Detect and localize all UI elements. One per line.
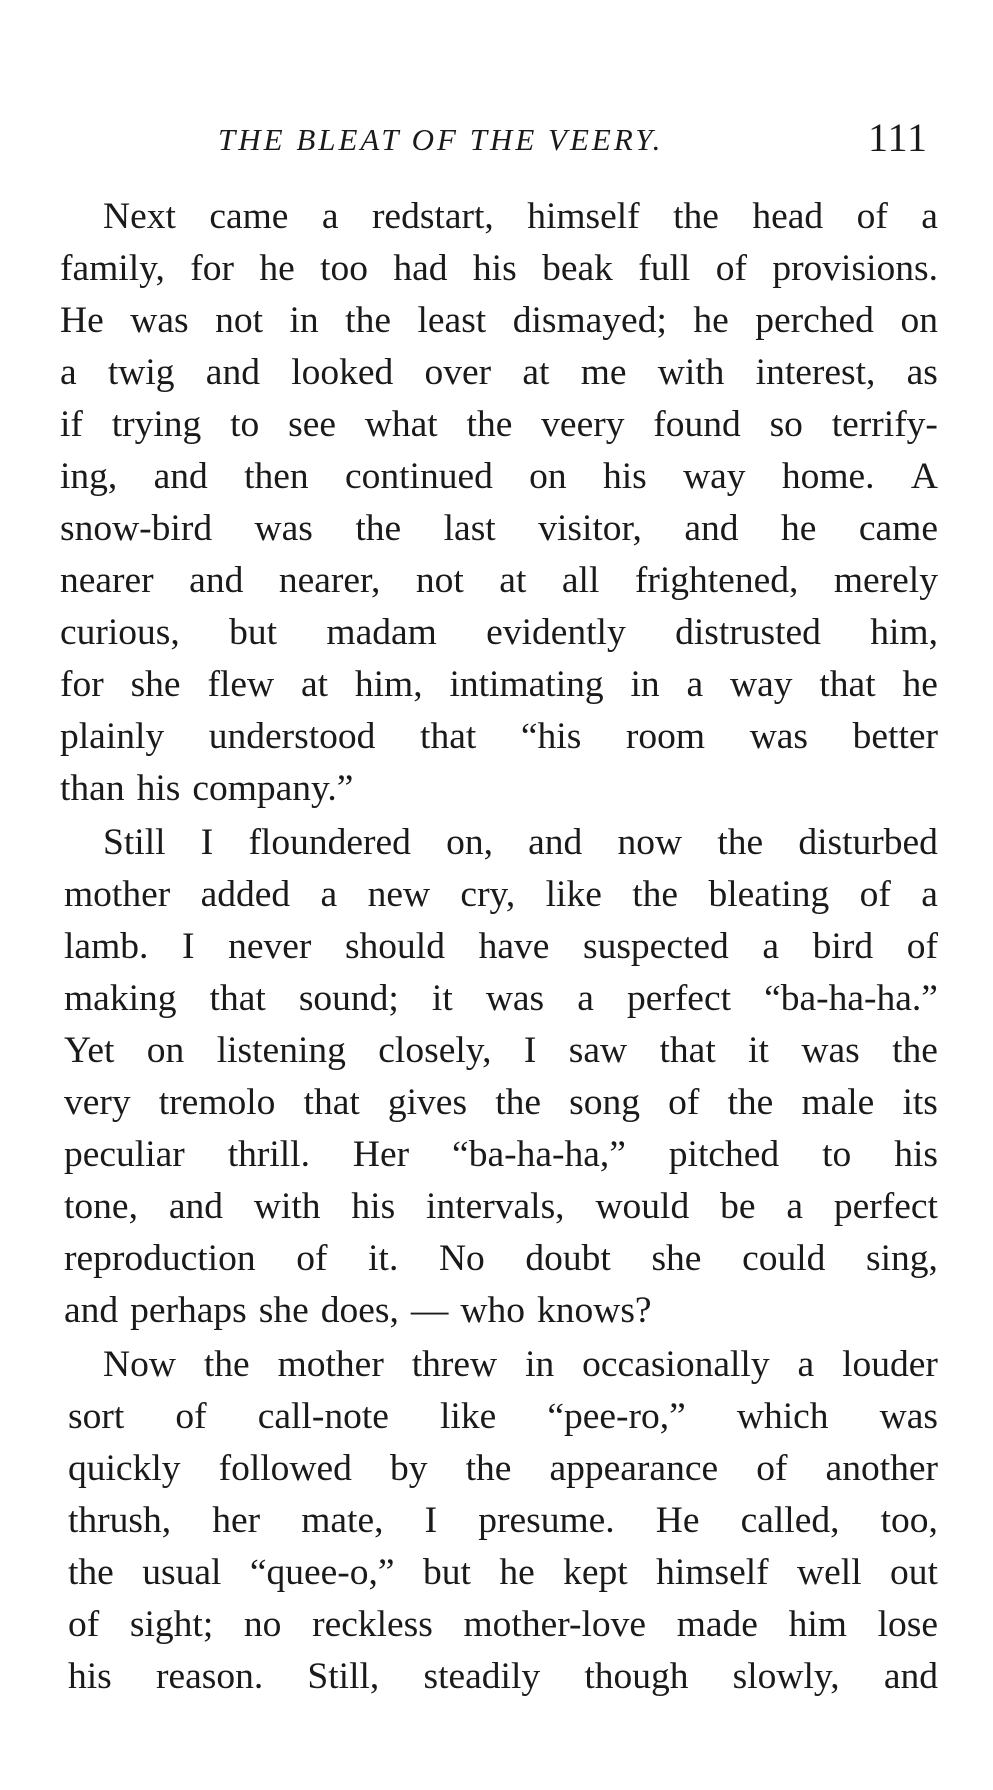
word: have xyxy=(478,926,550,967)
word: and xyxy=(883,1656,938,1697)
word: was xyxy=(485,978,545,1019)
word: that xyxy=(209,978,266,1019)
text-line xyxy=(60,503,938,555)
word: lose xyxy=(877,1604,938,1645)
word: of xyxy=(906,926,938,967)
word: the xyxy=(673,196,719,237)
word: mate, xyxy=(301,1500,384,1541)
word: cry, xyxy=(460,874,516,915)
text-line xyxy=(60,399,938,451)
word: his xyxy=(472,248,517,289)
word: of xyxy=(175,1396,207,1437)
word: it xyxy=(748,1030,769,1071)
text-line xyxy=(60,763,938,815)
word: He xyxy=(655,1500,700,1541)
text-line xyxy=(60,1391,938,1443)
word: perched xyxy=(755,300,874,341)
word: “ba-ha-ha,” xyxy=(452,1134,626,1175)
text-line xyxy=(60,1495,938,1547)
word: “pee-ro,” xyxy=(547,1396,686,1437)
word: and xyxy=(189,560,244,601)
word: song xyxy=(569,1082,640,1123)
word: ing, xyxy=(60,456,118,497)
word: of xyxy=(68,1604,100,1645)
word: who xyxy=(460,1290,525,1331)
word: the xyxy=(892,1030,938,1071)
text-line xyxy=(60,1599,938,1651)
word: lamb. xyxy=(64,926,149,967)
word: occasionally xyxy=(582,1344,770,1385)
word: reason. xyxy=(155,1656,264,1697)
word: the xyxy=(203,1344,250,1385)
word: the xyxy=(727,1082,774,1123)
word: kept xyxy=(563,1552,628,1593)
word: appearance xyxy=(549,1448,719,1489)
word: him xyxy=(788,1604,847,1645)
word: himself xyxy=(656,1552,769,1593)
word: to xyxy=(822,1134,852,1175)
paragraph xyxy=(60,191,938,815)
word: listening xyxy=(216,1030,346,1071)
word: and xyxy=(168,1186,223,1227)
word: interest, xyxy=(755,352,876,393)
word: of xyxy=(715,248,747,289)
text-line xyxy=(60,555,938,607)
word: peculiar xyxy=(64,1134,185,1175)
word: the xyxy=(495,1082,542,1123)
word: on xyxy=(900,300,938,341)
word: over xyxy=(424,352,492,393)
word: knows? xyxy=(537,1290,652,1331)
word: in xyxy=(525,1344,555,1385)
word: trying xyxy=(111,404,202,445)
word: way xyxy=(683,456,746,497)
word: like xyxy=(545,874,602,915)
word: making xyxy=(64,978,177,1019)
word: a xyxy=(321,196,339,237)
text-line xyxy=(60,451,938,503)
text-line xyxy=(60,347,938,399)
text-line xyxy=(60,1443,938,1495)
word: of xyxy=(856,196,888,237)
word: nearer, xyxy=(278,560,381,601)
word: with xyxy=(253,1186,321,1227)
word: dismayed; xyxy=(512,300,667,341)
word: could xyxy=(742,1238,826,1279)
word: saw xyxy=(568,1030,628,1071)
word: was xyxy=(801,1030,860,1071)
word: — xyxy=(410,1290,449,1331)
word: disturbed xyxy=(798,822,938,863)
word: tremolo xyxy=(158,1082,276,1123)
word: the xyxy=(465,1448,512,1489)
word: doubt xyxy=(525,1238,611,1279)
word: floundered xyxy=(248,822,411,863)
word: not xyxy=(415,560,464,601)
paragraph xyxy=(60,817,938,1337)
word: me xyxy=(580,352,627,393)
word: reckless xyxy=(312,1604,433,1645)
text-line xyxy=(60,191,938,243)
word: and xyxy=(205,352,260,393)
word: that xyxy=(659,1030,716,1071)
word: with xyxy=(657,352,725,393)
word: the xyxy=(717,822,764,863)
word: he xyxy=(693,300,729,341)
word: continued xyxy=(344,456,493,497)
text-line xyxy=(60,243,938,295)
word: a xyxy=(921,874,938,915)
word: him, xyxy=(870,612,938,653)
word: found xyxy=(653,404,741,445)
word: would xyxy=(595,1186,690,1227)
word: home. xyxy=(781,456,875,497)
text-line xyxy=(60,1025,938,1077)
word: he xyxy=(781,508,817,549)
word: the xyxy=(355,508,402,549)
word: his xyxy=(136,768,181,809)
word: of xyxy=(296,1238,328,1279)
word: out xyxy=(890,1552,938,1593)
word: and xyxy=(528,822,583,863)
word: thrill. xyxy=(227,1134,310,1175)
word: I xyxy=(424,1500,438,1541)
word: as xyxy=(906,352,938,393)
word: his xyxy=(351,1186,396,1227)
word: beak xyxy=(542,248,613,289)
word: for xyxy=(190,248,234,289)
word: perfect xyxy=(833,1186,938,1227)
word: at xyxy=(522,352,550,393)
word: No xyxy=(438,1238,485,1279)
word: “quee-o,” xyxy=(249,1552,395,1593)
word: Next xyxy=(103,196,176,237)
word: Still xyxy=(103,822,166,863)
paragraph xyxy=(60,1339,938,1703)
word: a xyxy=(797,1344,815,1385)
word: be xyxy=(720,1186,756,1227)
text-line xyxy=(60,869,938,921)
word: louder xyxy=(842,1344,938,1385)
word: male xyxy=(801,1082,875,1123)
running-head xyxy=(60,112,928,172)
word: so xyxy=(769,404,803,445)
word: of xyxy=(756,1448,788,1489)
word: threw xyxy=(411,1344,498,1385)
word: no xyxy=(243,1604,282,1645)
word: was xyxy=(879,1396,938,1437)
word: in xyxy=(630,664,660,705)
word: was xyxy=(749,716,809,757)
word: slowly, xyxy=(732,1656,840,1697)
word: a xyxy=(762,926,780,967)
word: reproduction xyxy=(64,1238,256,1279)
word: his xyxy=(68,1656,112,1697)
word: sort xyxy=(68,1396,125,1437)
text-line xyxy=(60,1077,938,1129)
word: madam xyxy=(326,612,437,653)
body-text xyxy=(60,191,938,1703)
word: merely xyxy=(833,560,938,601)
text-line xyxy=(60,607,938,659)
word: and xyxy=(64,1290,119,1331)
word: had xyxy=(393,248,448,289)
word: “ba-ha-ha.” xyxy=(764,978,938,1019)
word: and xyxy=(153,456,208,497)
word: he xyxy=(499,1552,535,1593)
word: intimating xyxy=(449,664,604,705)
word: He xyxy=(60,300,104,341)
word: bird xyxy=(812,926,874,967)
word: by xyxy=(389,1448,428,1489)
word: plainly xyxy=(60,716,165,757)
word: it. xyxy=(368,1238,399,1279)
word: came xyxy=(209,196,289,237)
word: the xyxy=(632,874,679,915)
word: than xyxy=(60,768,125,809)
word: another xyxy=(825,1448,938,1489)
word: though xyxy=(584,1656,689,1697)
word: too xyxy=(320,248,369,289)
word: he xyxy=(259,248,295,289)
word: him, xyxy=(354,664,423,705)
word: perhaps xyxy=(130,1290,247,1331)
word: very xyxy=(64,1082,131,1123)
text-line xyxy=(60,1285,938,1337)
word: sight; xyxy=(129,1604,214,1645)
word: a xyxy=(786,1186,803,1227)
word: Now xyxy=(103,1344,176,1385)
word: the xyxy=(466,404,513,445)
word: she xyxy=(651,1238,702,1279)
word: all xyxy=(561,560,600,601)
word: her xyxy=(212,1500,261,1541)
word: sound; xyxy=(298,978,399,1019)
word: followed xyxy=(218,1448,352,1489)
word: at xyxy=(300,664,329,705)
word: usual xyxy=(142,1552,222,1593)
word: what xyxy=(364,404,438,445)
word: a xyxy=(921,196,938,237)
word: she xyxy=(258,1290,309,1331)
word: closely, xyxy=(378,1030,492,1071)
word: of xyxy=(668,1082,700,1123)
word: “his xyxy=(520,716,582,757)
word: company.” xyxy=(192,768,354,809)
word: flew xyxy=(207,664,275,705)
text-line xyxy=(60,711,938,763)
word: intervals, xyxy=(426,1186,565,1227)
word: full xyxy=(638,248,691,289)
word: but xyxy=(229,612,278,653)
word: family, xyxy=(60,248,165,289)
word: that xyxy=(420,716,477,757)
word: mother xyxy=(277,1344,384,1385)
word: steadily xyxy=(423,1656,541,1697)
word: distrusted xyxy=(675,612,821,653)
word: I xyxy=(523,1030,537,1071)
text-line xyxy=(60,973,938,1025)
word: Yet xyxy=(64,1030,115,1071)
word: looked xyxy=(291,352,394,393)
word: a xyxy=(686,664,704,705)
word: she xyxy=(130,664,181,705)
word: frightened, xyxy=(634,560,799,601)
text-line xyxy=(60,1651,938,1703)
word: tone, xyxy=(64,1186,138,1227)
word: in xyxy=(289,300,319,341)
word: then xyxy=(244,456,309,497)
word: his xyxy=(894,1134,938,1175)
word: which xyxy=(736,1396,829,1437)
word: bleating xyxy=(708,874,830,915)
word: see xyxy=(288,404,336,445)
word: made xyxy=(676,1604,758,1645)
word: a xyxy=(60,352,77,393)
word: to xyxy=(230,404,260,445)
word: was xyxy=(254,508,313,549)
word: came xyxy=(858,508,938,549)
word: a xyxy=(577,978,594,1019)
word: Still, xyxy=(307,1656,380,1697)
word: A xyxy=(910,456,938,497)
word: I xyxy=(200,822,214,863)
word: new xyxy=(367,874,431,915)
word: never xyxy=(228,926,312,967)
word: too, xyxy=(880,1500,938,1541)
text-line xyxy=(60,817,938,869)
word: called, xyxy=(740,1500,840,1541)
word: gives xyxy=(387,1082,468,1123)
word: quickly xyxy=(68,1448,181,1489)
word: curious, xyxy=(60,612,180,653)
running-title: THE BLEAT OF THE VEERY. xyxy=(218,122,664,157)
word: better xyxy=(852,716,938,757)
word: on, xyxy=(446,822,493,863)
word: now xyxy=(617,822,683,863)
word: provisions. xyxy=(772,248,938,289)
word: was xyxy=(130,300,189,341)
word: does, xyxy=(320,1290,399,1331)
text-line xyxy=(60,1233,938,1285)
word: least xyxy=(417,300,487,341)
word: but xyxy=(422,1552,471,1593)
word: room xyxy=(625,716,706,757)
word: call-note xyxy=(257,1396,389,1437)
text-line xyxy=(60,1547,938,1599)
word: snow-bird xyxy=(60,508,213,549)
word: evidently xyxy=(486,612,626,653)
word: last xyxy=(443,508,496,549)
word: he xyxy=(902,664,938,705)
word: the xyxy=(68,1552,114,1593)
word: a xyxy=(320,874,338,915)
word: thrush, xyxy=(68,1500,172,1541)
word: redstart, xyxy=(371,196,494,237)
word: understood xyxy=(208,716,376,757)
word: not xyxy=(215,300,263,341)
word: for xyxy=(60,664,104,705)
word: at xyxy=(499,560,527,601)
word: I xyxy=(181,926,195,967)
word: on xyxy=(146,1030,185,1071)
word: on xyxy=(529,456,567,497)
word: that xyxy=(819,664,876,705)
word: suspected xyxy=(583,926,729,967)
word: of xyxy=(859,874,891,915)
word: added xyxy=(200,874,291,915)
word: the xyxy=(345,300,391,341)
word: should xyxy=(344,926,445,967)
word: himself xyxy=(527,196,640,237)
word: nearer xyxy=(60,560,154,601)
page-number: 111 xyxy=(867,115,928,160)
text-line xyxy=(60,1339,938,1391)
word: his xyxy=(602,456,647,497)
word: perfect xyxy=(626,978,732,1019)
word: it xyxy=(431,978,453,1019)
word: head xyxy=(752,196,824,237)
word: veery xyxy=(541,404,625,445)
text-line xyxy=(60,295,938,347)
word: presume. xyxy=(478,1500,615,1541)
word: twig xyxy=(107,352,175,393)
word: visitor, xyxy=(538,508,642,549)
text-line xyxy=(60,1129,938,1181)
word: and xyxy=(684,508,739,549)
word: Her xyxy=(352,1134,410,1175)
word: that xyxy=(303,1082,360,1123)
word: if xyxy=(60,404,83,445)
text-line xyxy=(60,1181,938,1233)
text-line xyxy=(60,659,938,711)
word: mother-love xyxy=(463,1604,647,1645)
word: well xyxy=(797,1552,862,1593)
word: mother xyxy=(64,874,171,915)
word: its xyxy=(902,1082,938,1123)
word: terrify- xyxy=(831,404,938,445)
text-line xyxy=(60,921,938,973)
word: pitched xyxy=(668,1134,780,1175)
word: sing, xyxy=(866,1238,938,1279)
word: like xyxy=(440,1396,497,1437)
word: way xyxy=(730,664,793,705)
